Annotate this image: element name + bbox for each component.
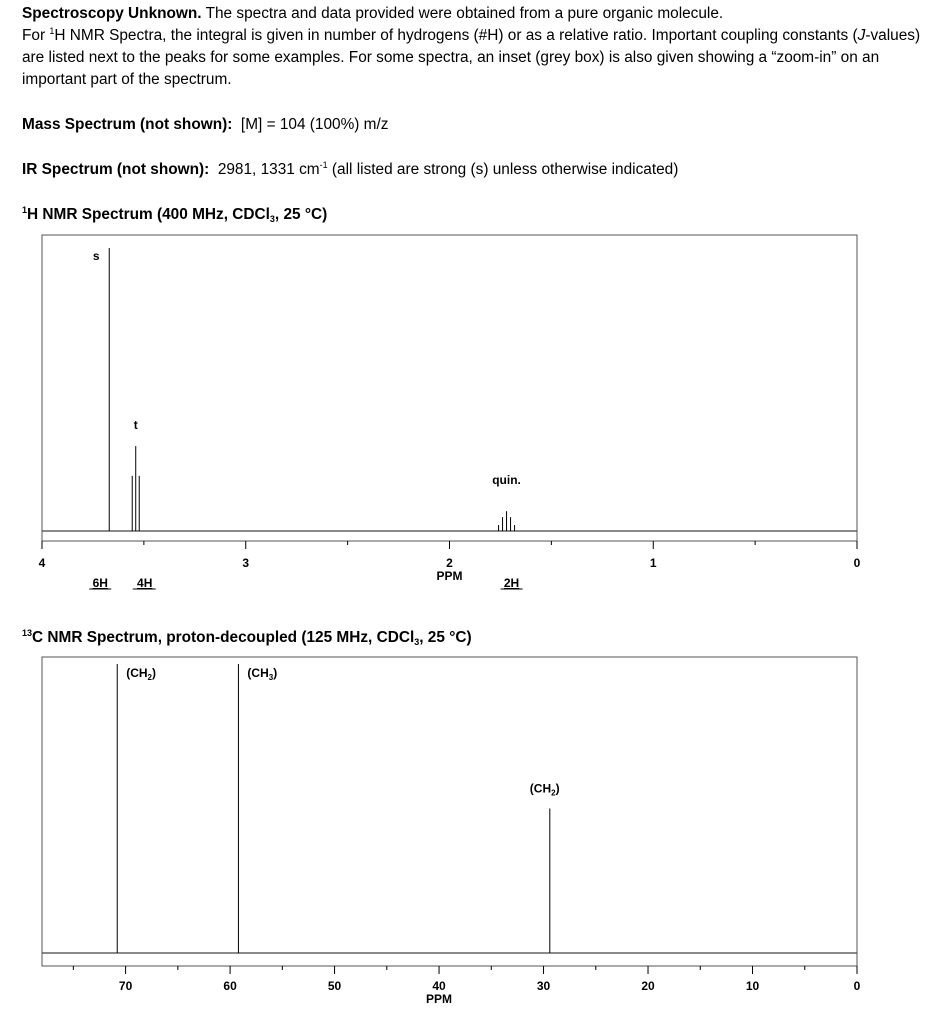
hnmr-x-axis-label: PPM — [436, 569, 463, 583]
hnmr-integral-label: 6H — [92, 576, 108, 590]
intro-j-italic: J — [857, 27, 866, 44]
hnmr-multiplicity-label: t — [133, 418, 138, 433]
cnmr-title-sup: 13 — [22, 628, 33, 638]
hnmr-multiplicity-label: quin. — [492, 473, 521, 488]
hnmr-plot-frame — [42, 235, 857, 541]
mass-label: Mass Spectrum (not shown): — [22, 116, 233, 133]
hnmr-spectrum-chart — [0, 228, 946, 608]
hnmr-title-sup: 1 — [22, 205, 28, 215]
intro-line2-post: H NMR Spectra, the integral is given in number of hydrogens (#H) or as a relative ratio. Important coupling constants ( — [54, 27, 858, 44]
cnmr-peak-label: $(CH_2)$ — [529, 781, 560, 798]
cnmr-title-pre: C NMR Spectrum, proton-decoupled (125 MHz, CDCl — [32, 629, 415, 646]
intro-line2-sup: 1 — [49, 26, 55, 36]
mass-value: [M] = 104 (100%) m/z — [240, 116, 389, 133]
ir-value-pre: 2981, 1331 cm — [217, 161, 320, 178]
hnmr-tick-label: 2 — [446, 556, 453, 570]
intro-line2-pre: For — [22, 27, 50, 44]
hnmr-multiplicity-label: s — [92, 249, 100, 263]
hnmr-tick-label: 0 — [853, 556, 861, 570]
cnmr-tick-label: 70 — [118, 979, 133, 993]
cnmr-tick-label: 0 — [853, 979, 861, 993]
cnmr-title — [22, 627, 472, 649]
hnmr-title-post: , 25 °C) — [274, 206, 328, 223]
hnmr-tick-label: 3 — [242, 556, 250, 570]
cnmr-tick-label: 50 — [327, 979, 342, 993]
cnmr-title-sub: 3 — [414, 637, 420, 647]
cnmr-x-axis-label: PPM — [426, 992, 453, 1006]
cnmr-peak-label: $(CH_3)$ — [247, 666, 278, 682]
cnmr-tick-label: 20 — [641, 979, 655, 993]
cnmr-spectrum-chart — [0, 650, 946, 1030]
intro-text — [22, 3, 922, 91]
cnmr-tick-label: 30 — [536, 979, 551, 993]
intro-line2-post2: -values) are listed next to the peaks for some examples. For some spectra, an inset (grey box) is also given showing a “zoom-in” on an important part of the spectrum. — [22, 27, 921, 88]
cnmr-tick-label: 10 — [745, 979, 760, 993]
hnmr-integral-label: 2H — [503, 576, 520, 590]
hnmr-integral-label: 4H — [137, 576, 153, 590]
cnmr-peak-label: $(CH_2)$ — [126, 666, 157, 682]
ir-label: IR Spectrum (not shown): — [22, 161, 210, 178]
hnmr-tick-label: 4 — [38, 556, 46, 570]
intro-lead: Spectroscopy Unknown. — [22, 5, 202, 22]
intro-lead-rest: The spectra and data provided were obtained from a pure organic molecule. — [201, 5, 724, 22]
hnmr-tick-label: 1 — [649, 556, 657, 570]
hnmr-title-sub: 3 — [269, 214, 275, 224]
cnmr-title-post: , 25 °C) — [419, 629, 472, 646]
mass-spectrum-line — [22, 114, 388, 136]
cnmr-tick-label: 40 — [432, 979, 446, 993]
hnmr-title — [22, 204, 327, 226]
cnmr-tick-label: 60 — [223, 979, 237, 993]
ir-value-post: (all listed are strong (s) unless otherwise indicated) — [327, 161, 679, 178]
ir-value-sup: -1 — [319, 160, 328, 170]
hnmr-title-pre: H NMR Spectrum (400 MHz, CDCl — [27, 206, 270, 223]
ir-spectrum-line — [22, 159, 678, 181]
cnmr-plot-frame — [42, 657, 857, 966]
